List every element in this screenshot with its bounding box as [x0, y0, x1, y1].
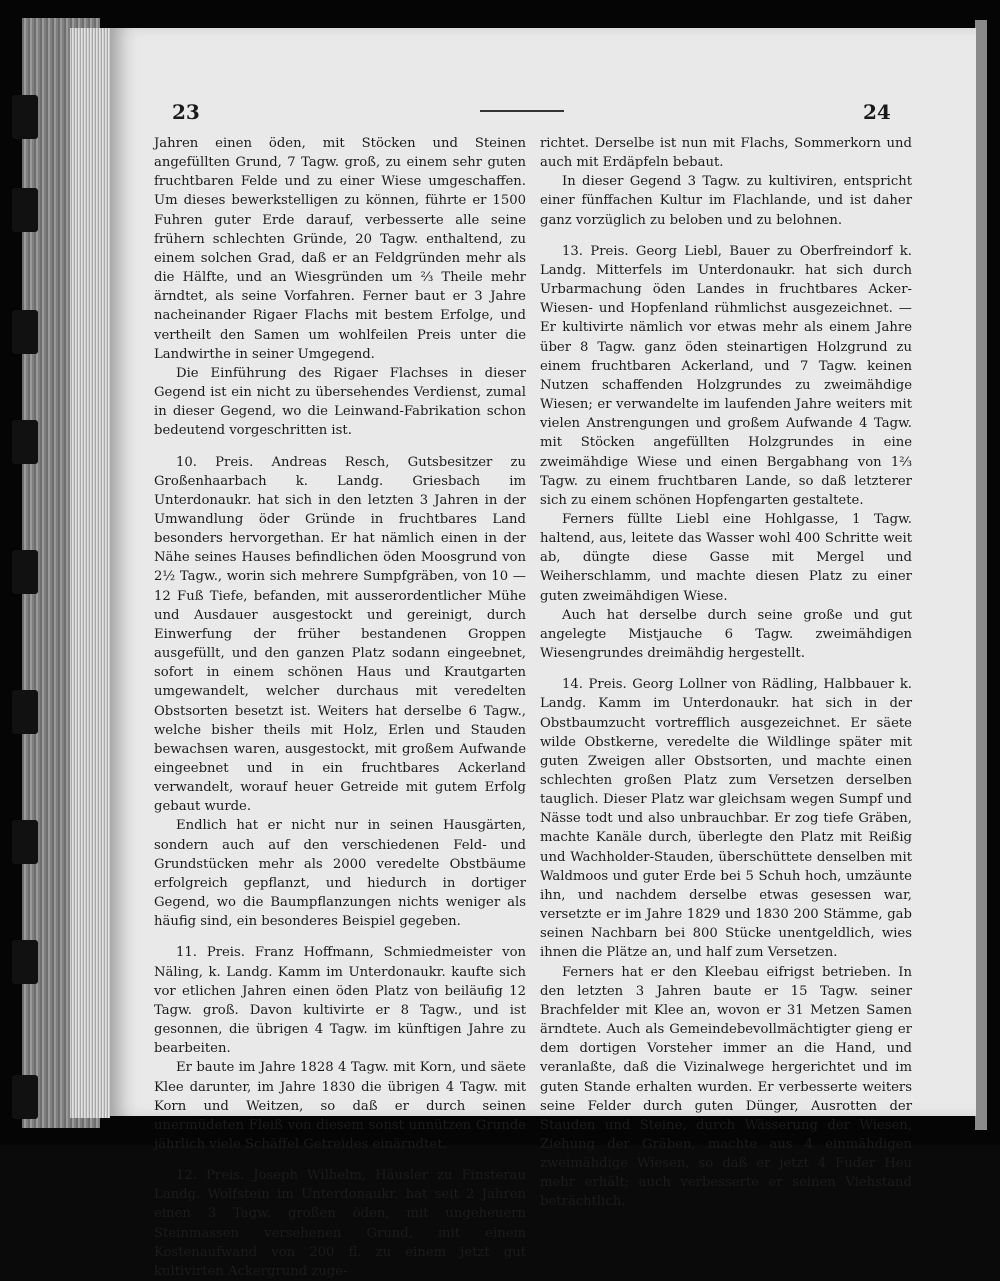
paragraph: richtet. Derselbe ist nun mit Flachs, Sommerkorn und auch mit Erdäpfeln bebaut. — [540, 136, 912, 171]
binding-tab — [12, 550, 38, 594]
binding-tab — [12, 940, 38, 984]
left-text-column — [154, 134, 526, 1281]
paragraph: Die Einführung des Rigaer Flachses in dieser Gegend ist ein nicht zu übersehendes Verdienst, zumal in dieser Gegend, wo die Leinwand-Fabrikation schon bedeutend vorgeschritten ist. — [154, 365, 526, 439]
right-page-edge — [975, 20, 987, 1130]
page-edges — [70, 28, 110, 1118]
page-number-right: 24 — [863, 100, 891, 124]
paragraph: Ferners hat er den Kleebau eifrigst betrieben. In den letzten 3 Jahren baute er 15 Tagw. seiner Brachfelder mit Klee an, wovon er 31 Metzen Samen ärndtete. Auch als Gemeindebevollmächtigter gieng er dem dortigen Vorsteher immer an die Hand, und veranlaßte, daß die Vizinalwege hergerichtet und im guten Stande erhalten wurden. Er verbesserte weiters seine Felder durch guten Dünger, Ausrotten der Stauden und Steine, durch Wässerung der Wiesen, Ziehung der Gräben, machte aus 4 einmähdigen zweimähdige Wiesen, so daß er jetzt 4 Fuder Heu mehr erhält; auch verbesserte er seinen Viehstand beträchtlich. — [540, 964, 912, 1210]
page-number-left: 23 — [172, 100, 200, 124]
paragraph: Er baute im Jahre 1828 4 Tagw. mit Korn, und säete Klee darunter, im Jahre 1830 die übrigen 4 Tagw. mit Korn und Weitzen, so daß er durch seinen unermüdeten Fleiß von diesem sonst unnützen Grunde jährlich viele Schäffel Getreides einärndtet. — [154, 1060, 526, 1152]
prize-entry: 11. Preis. Franz Hoffmann, Schmiedmeister von Näling, k. Landg. Kamm im Unterdonaukr. kaufte sich vor etlichen Jahren einen öden Platz von beiläufig 12 Tagw. groß. Davon kultivirte er 8 Tagw., und ist gesonnen, die übrigen 4 Tagw. im künftigen Jahre zu bearbeiten. — [154, 945, 526, 1057]
prize-entry: 10. Preis. Andreas Resch, Gutsbesitzer zu Großenhaarbach k. Landg. Griesbach im Unterdonaukr. hat sich in den letzten 3 Jahren in der Umwandlung öder Gründe in fruchtbares Land besonders hervorgethan. Er hat nämlich einen in der Nähe seines Hauses befindlichen öden Moosgrund von 2½ Tagw., worin sich mehrere Sumpfgräben, von 10 — 12 Fuß Tiefe, befanden, mit ausserordentlicher Mühe und Ausdauer ausgestockt und gereinigt, durch Einwerfung der früher bestandenen Groppen ausgefüllt, und den ganzen Platz sodann eingeebnet, sofort in einem schönen Haus und Krautgarten umgewandelt, welcher durchaus mit veredelten Obstsorten besetzt ist. Weiters hat derselbe 6 Tagw., welche bisher theils mit Holz, Erlen und Stauden bewachsen waren, ausgestockt, mit großem Aufwande eingeebnet und in ein fruchtbares Ackerland verwandelt, worauf heuer Getreide mit gutem Erfolg gebaut wurde. — [154, 454, 526, 815]
paragraph: Endlich hat er nicht nur in seinen Hausgärten, sondern auch auf den verschiedenen Feld- und Grundstücken mehr als 2000 veredelte Obstbäume erfolgreich gepflanzt, und hiedurch in dortiger Gegend, wo die Baumpflanzungen nichts weniger als häufig sind, ein besonderes Beispiel gegeben. — [154, 818, 526, 930]
binding-tab — [12, 690, 38, 734]
binding-tab — [12, 820, 38, 864]
binding-tab — [12, 1075, 38, 1119]
right-text-column — [540, 134, 912, 1212]
binding-tab — [12, 188, 38, 232]
book-page — [110, 28, 976, 1279]
paragraph: Auch hat derselbe durch seine große und gut angelegte Mistjauche 6 Tagw. zweimähdigen Wiesengrundes dreimähdig hergestellt. — [540, 607, 912, 662]
header-rule — [480, 110, 564, 112]
binding-tab — [12, 420, 38, 464]
prize-entry: 12. Preis. Joseph Wilhelm, Häusler zu Finsterau Landg. Wolfstein im Unterdonaukr. hat seit 2 Jahren einen 3 Tagw. großen öden, mit ungeheuern Steinmassen versehenen Grund, mit einem Kostenaufwand von 200 fl. zu einem jetzt gut kultivirten Ackergrund zuge- — [154, 1168, 526, 1279]
paragraph: Jahren einen öden, mit Stöcken und Steinen angefüllten Grund, 7 Tagw. groß, zu einem sehr guten fruchtbaren Felde und zu einer Wiese umgeschaffen. Um dieses bewerkstelligen zu können, führte er 1500 Fuhren guter Erde darauf, verbesserte alle seine frühern schlechten Gründe, 20 Tagw. enthaltend, zu einem solchen Grad, daß er an Feldgründen mehr als die Hälfte, und an Wiesgründen um ⅔ Theile mehr ärndtet, als seine Vorfahren. Ferner baut er 3 Jahre nacheinander Rigaer Flachs mit bestem Erfolge, und vertheilt den Samen um wohlfeilen Preis unter die Landwirthe in seiner Umgegend. — [154, 136, 526, 362]
prize-entry: 13. Preis. Georg Liebl, Bauer zu Oberfreindorf k. Landg. Mitterfels im Unterdonaukr. hat sich durch Urbarmachung öden Landes in fruchtbares Acker- Wiesen- und Hopfenland rühmlichst ausgezeichnet. — Er kultivirte nämlich vor etwas mehr als einem Jahre über 8 Tagw. ganz öden steinartigen Holzgrund zu einem fruchtbaren Ackerland, und 7 Tagw. keinen Nutzen schaffenden Holzgrundes zu zweimähdige Wiesen; er verwandelte im laufenden Jahre weiters mit vielen Anstrengungen und großem Aufwande 4 Tagw. mit Stöcken angefüllten Holzgrundes in eine zweimähdige Wiese und einen Bergabhang von 1⅔ Tagw. zu einem fruchtbaren Lande, so daß letzterer sich zu einem schönen Hopfengarten gestaltete. — [540, 243, 912, 508]
prize-entry: 14. Preis. Georg Lollner von Rädling, Halbbauer k. Landg. Kamm im Unterdonaukr. hat sich in der Obstbaumzucht vortrefflich ausgezeichnet. Er säete wilde Obstkerne, veredelte die Wildlinge später mit guten Zweigen aller Obstsorten, und machte einen schlechten großen Platz zum Versetzen derselben tauglich. Dieser Platz war gleichsam wegen Sumpf und Nässe todt und also unbrauchbar. Er zog tiefe Gräben, machte Kanäle durch, überlegte den Platz mit Reißig und Wachholder-Stauden, überschüttete denselben mit Waldmoos und guter Erde bei 5 Schuh hoch, umzäunte ihn, und nachdem derselbe etwas gesessen war, versetzte er im Jahre 1829 und 1830 200 Stämme, gab seinen Nachbarn bei 800 Stücke unentgeldlich, wies ihnen die Plätze an, und half zum Versetzen. — [540, 677, 912, 961]
paragraph: In dieser Gegend 3 Tagw. zu kultiviren, entspricht einer fünffachen Kultur im Flachlande, und ist daher ganz vorzüglich zu beloben und zu belohnen. — [540, 174, 912, 228]
binding-tab — [12, 310, 38, 354]
binding-tab — [12, 95, 38, 139]
paragraph: Ferners füllte Liebl eine Hohlgasse, 1 Tagw. haltend, aus, leitete das Wasser wohl 400 Schritte weit ab, düngte diese Gasse mit Mergel und Weiherschlamm, und machte diesen Platz zu einer guten zweimähdigen Wiese. — [540, 511, 912, 604]
